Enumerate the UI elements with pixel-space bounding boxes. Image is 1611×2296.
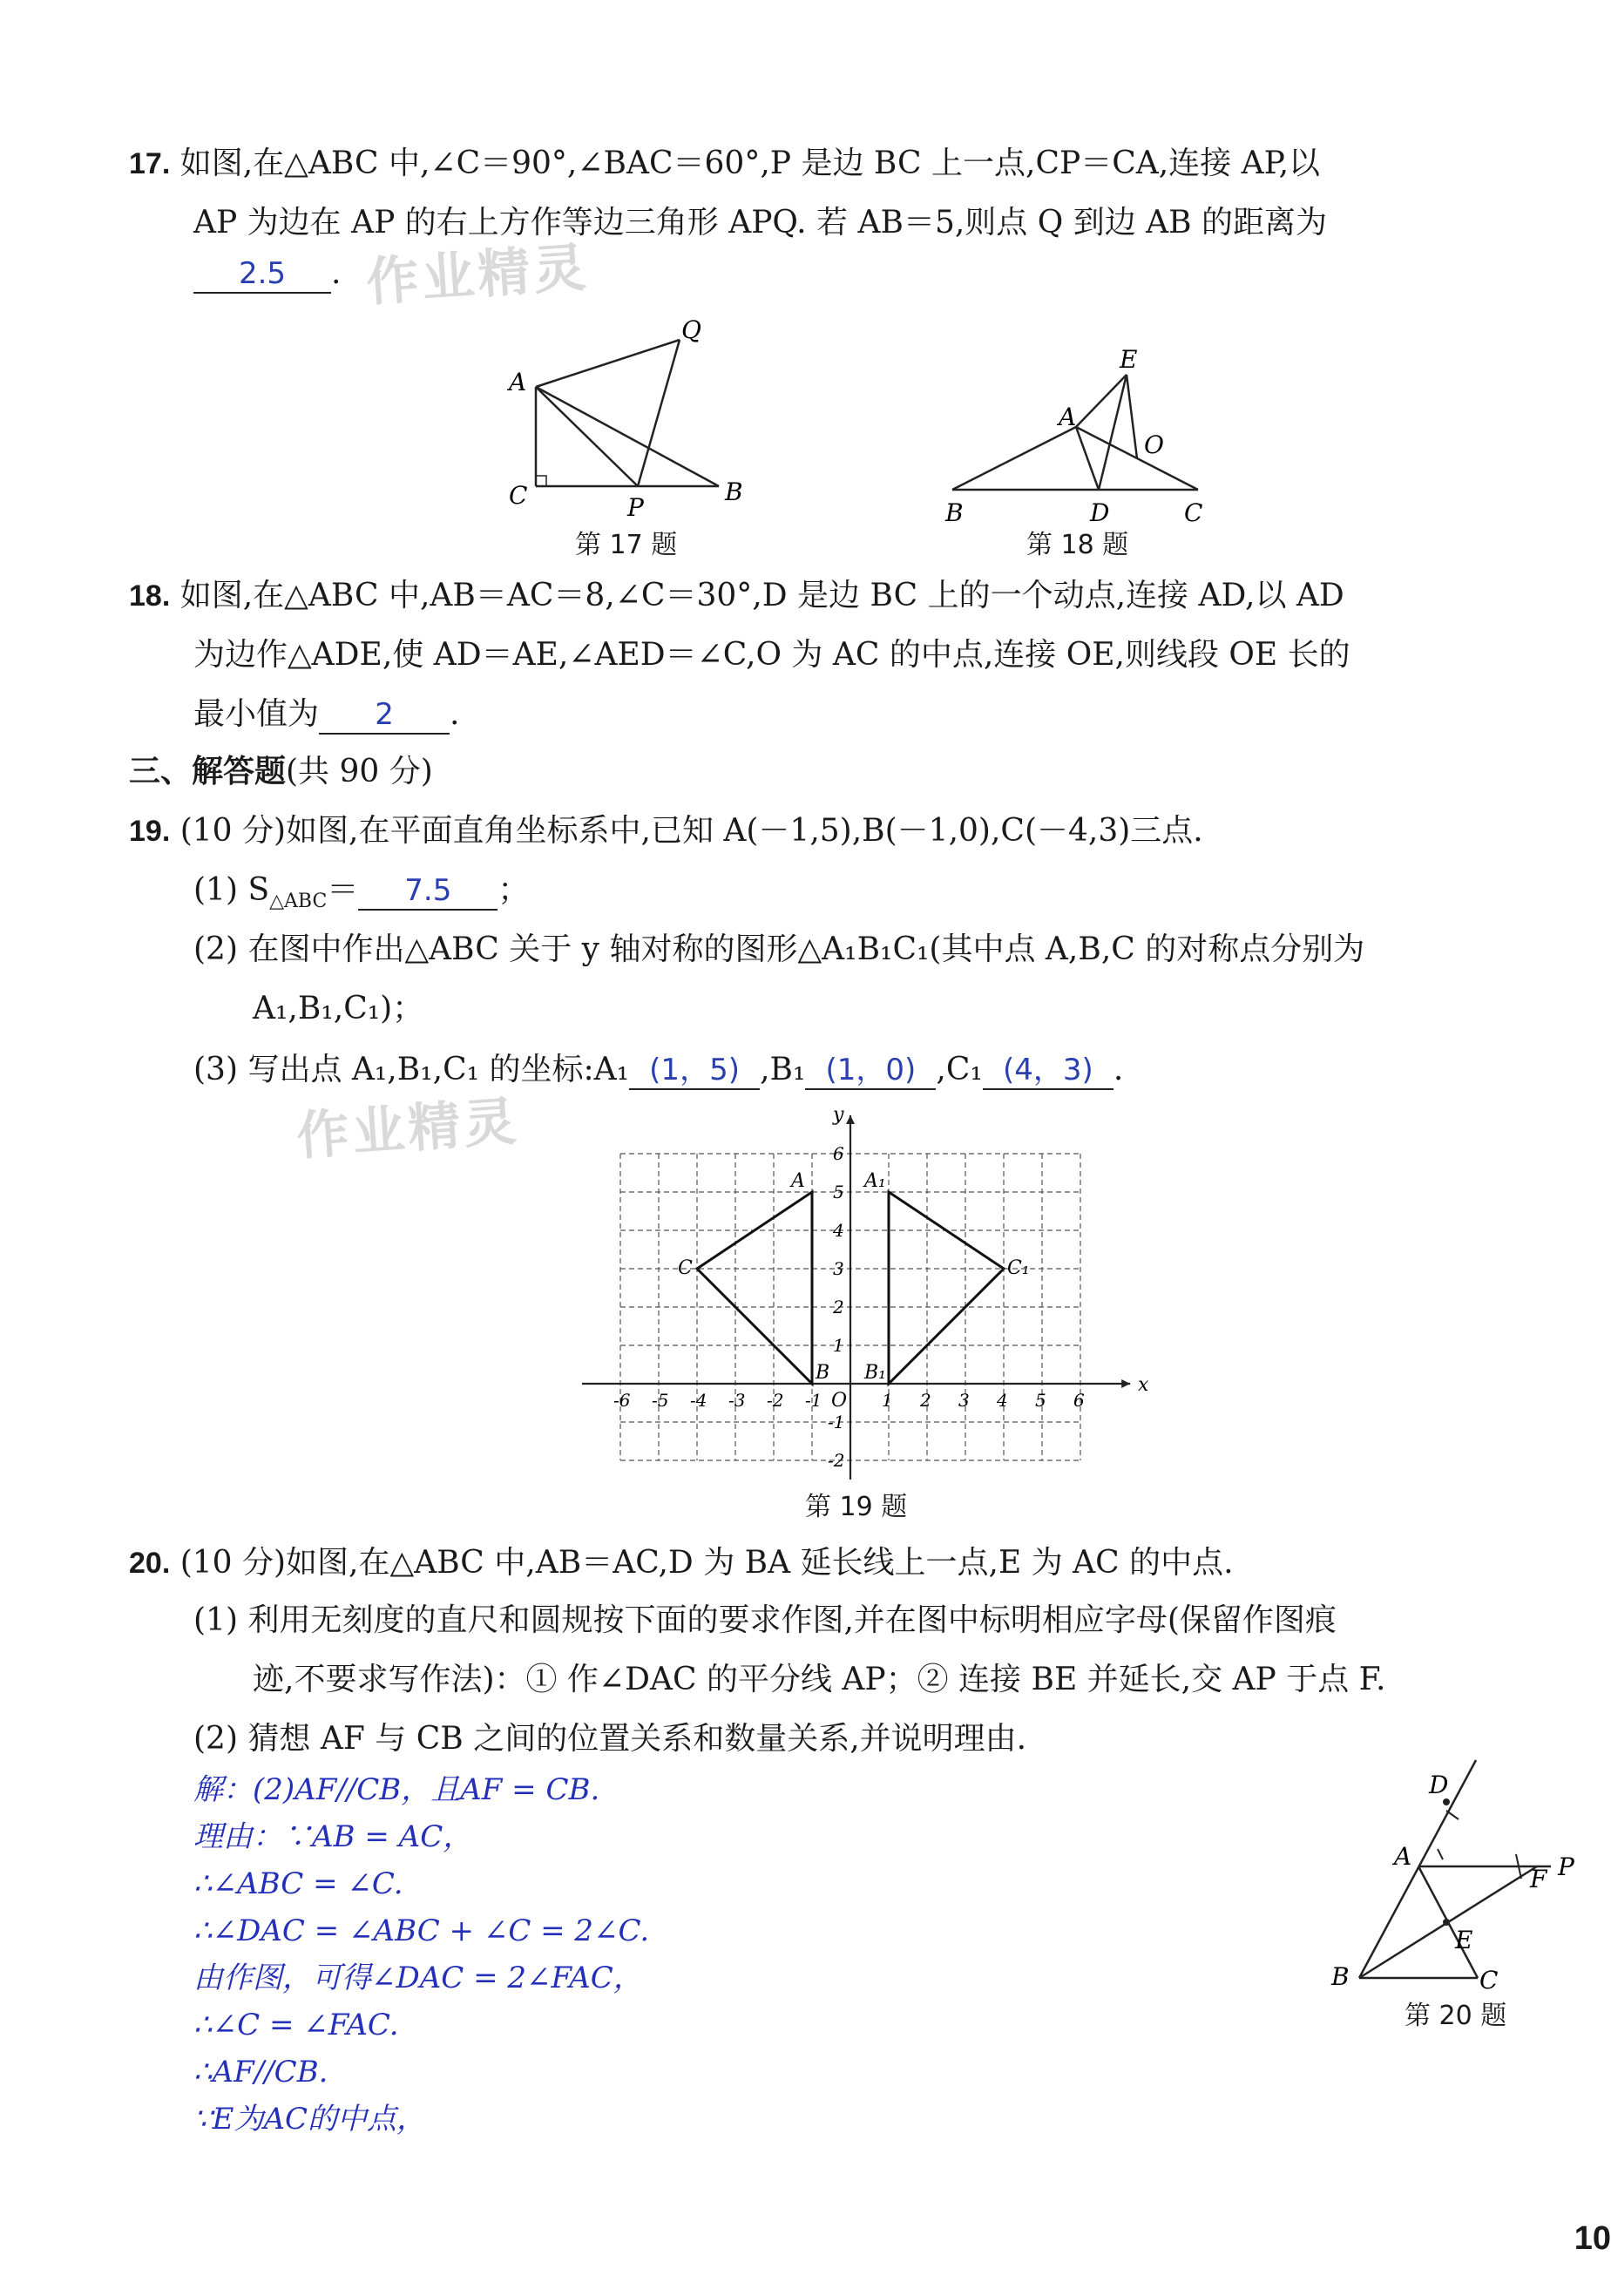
q19-p1-eq: ＝ — [327, 872, 359, 908]
x-tick-label: 4 — [997, 1390, 1008, 1411]
q19-p3-mid2: ,C₁ — [936, 1052, 983, 1087]
x-tick-label: -2 — [767, 1390, 784, 1411]
q18-label-o: O — [1144, 430, 1164, 459]
q19-p1-blank — [358, 874, 498, 911]
q19-part1 — [193, 870, 529, 923]
section3-heading — [129, 751, 433, 793]
q19-b1-answer: (1，0) — [825, 1053, 917, 1087]
right-angle-mark — [536, 476, 546, 486]
q18-label-c: C — [1184, 498, 1203, 523]
y-axis-arrow — [846, 1115, 855, 1124]
q19-p2-line1: (2) 在图中作出△ABC 关于 y 轴对称的图形△A₁B₁C₁(其中点 A,B,C 的对称点分别为 — [193, 931, 1365, 967]
q18-caption: 第 18 题 — [1026, 530, 1129, 560]
q19-a1-blank — [629, 1053, 760, 1090]
q20-label-b: B — [1331, 1962, 1350, 1991]
seg-eo — [1127, 375, 1137, 458]
q20-text-1: (10 分)如图,在△ABC 中,AB＝AC,D 为 BA 延长线上一点,E 为 AC 的中点. — [179, 1545, 1234, 1581]
section3-note: (共 90 分) — [286, 754, 433, 789]
q18-line3: 最小值为 2 . — [193, 694, 459, 735]
x-tick-label: -6 — [613, 1390, 631, 1411]
point-d — [1443, 1798, 1450, 1805]
x-axis-arrow — [1121, 1379, 1130, 1388]
q19-p3-mid1: ,B₁ — [760, 1052, 806, 1087]
seg-ap — [536, 387, 638, 486]
solution-line-1: 解：(2)AF//CB，且AF = CB. — [193, 1772, 600, 1807]
x-axis-label: x — [1138, 1374, 1149, 1396]
seg-ab — [536, 387, 719, 486]
point-label-a: A — [791, 1170, 805, 1192]
q19-number: 19. — [129, 815, 171, 848]
q18-answer: 2 — [375, 697, 394, 732]
y-tick-label: 6 — [833, 1143, 844, 1164]
q17-answer: 2.5 — [238, 256, 287, 291]
q17-caption: 第 17 题 — [575, 530, 678, 560]
solution-line-3: ∴∠ABC = ∠C. — [193, 1866, 403, 1901]
origin-label: O — [831, 1390, 848, 1412]
figure-17 — [497, 314, 758, 523]
q20-label-d: D — [1429, 1771, 1449, 1799]
q19-p1-prefix: (1) S — [193, 872, 270, 908]
q20-p1-line2: 迹,不要求写作法)：① 作∠DAC 的平分线 AP；② 连接 BE 并延长,交 AP 于点 F. — [253, 1662, 1386, 1697]
x-tick-label: 6 — [1073, 1390, 1085, 1411]
point-label-b1: B₁ — [864, 1362, 886, 1384]
point-label-b: B — [816, 1362, 830, 1384]
figure-20 — [1324, 1751, 1603, 2013]
q17-line1 — [129, 143, 1320, 185]
x-tick-label: 3 — [958, 1390, 970, 1411]
watermark-1: 作业精灵 — [364, 237, 592, 314]
q20-label-c: C — [1479, 1966, 1499, 1995]
solution-line-7: ∴AF//CB. — [193, 2055, 328, 2089]
triangle-abc — [697, 1192, 812, 1384]
q20-p2: (2) 猜想 AF 与 CB 之间的位置关系和数量关系,并说明理由. — [193, 1721, 1027, 1757]
q18-text-2: 为边作△ADE,使 AD＝AE,∠AED＝∠C,O 为 AC 的中点,连接 OE,则线段 OE 长的 — [193, 637, 1350, 673]
x-tick-label: -4 — [690, 1390, 707, 1411]
q18-answer-blank — [319, 698, 450, 735]
seg-ed — [1099, 375, 1127, 490]
q19-p1-sub: △ABC — [269, 891, 328, 913]
q17-label-q: Q — [681, 315, 701, 344]
q20-p1-line1: (1) 利用无刻度的直尺和圆规按下面的要求作图,并在图中标明相应字母(保留作图痕 — [193, 1602, 1337, 1638]
seg-aq — [536, 340, 680, 387]
arc-mark-d — [1446, 1811, 1459, 1819]
solution-line-2: 理由：∵AB = AC， — [193, 1819, 473, 1854]
q17-answer-line: 2.5 . — [193, 253, 341, 295]
q17-number: 17. — [129, 147, 171, 180]
y-tick-label: 1 — [833, 1335, 844, 1356]
q18-label-d: D — [1090, 498, 1110, 523]
solution-line-4: ∴∠DAC = ∠ABC + ∠C = 2∠C. — [193, 1913, 650, 1948]
q18-label-a: A — [1059, 403, 1077, 431]
q17-label-p: P — [627, 493, 644, 522]
q20-label-a: A — [1394, 1842, 1412, 1871]
q18-line1 — [129, 575, 1344, 617]
q20-label-e: E — [1455, 1926, 1473, 1954]
y-tick-label: -1 — [828, 1412, 845, 1432]
page-number: 10 — [1574, 2220, 1611, 2257]
x-tick-label: 5 — [1035, 1390, 1046, 1411]
y-tick-label: 2 — [833, 1297, 844, 1317]
y-tick-label: -2 — [828, 1450, 845, 1471]
q19-p1-answer: 7.5 — [404, 873, 452, 908]
q20-caption: 第 20 题 — [1405, 2001, 1507, 2031]
q17-answer-blank — [193, 257, 331, 294]
q17-label-a: A — [509, 368, 527, 396]
q17-label-b: B — [725, 477, 743, 506]
q18-text-1: 如图,在△ABC 中,AB＝AC＝8,∠C＝30°,D 是边 BC 上的一个动点,连接 AD,以 AD — [179, 578, 1344, 613]
q20-line1 — [129, 1542, 1234, 1584]
q18-text-3: 最小值为 — [193, 696, 320, 732]
watermark-2: 作业精灵 — [294, 1091, 522, 1168]
q17-text-2: AP 为边在 AP 的右上方作等边三角形 APQ. 若 AB＝5,则点 Q 到边 AB 的距离为 — [193, 205, 1328, 240]
q20-number: 20. — [129, 1547, 171, 1580]
q19-p3-prefix: (3) 写出点 A₁,B₁,C₁ 的坐标:A₁ — [193, 1052, 630, 1087]
solution-line-5: 由作图，可得∠DAC = 2∠FAC， — [193, 1961, 643, 1995]
y-tick-label: 4 — [833, 1220, 844, 1241]
solution-line-8: ∵E为AC的中点， — [193, 2102, 427, 2137]
x-tick-label: 1 — [882, 1390, 893, 1411]
q19-b1-blank — [805, 1053, 936, 1090]
x-tick-label: -1 — [805, 1390, 822, 1411]
q19-text-1: (10 分)如图,在平面直角坐标系中,已知 A(－1,5),B(－1,0),C(－4,3)三点. — [179, 813, 1203, 849]
figure-18 — [937, 340, 1224, 523]
q19-part3: (3) 写出点 A₁,B₁,C₁ 的坐标:A₁ (1，5) ,B₁ (1，0) ,C₁ (4，3) . — [193, 1049, 1123, 1091]
figure-19 — [566, 1107, 1159, 1490]
x-tick-label: -3 — [728, 1390, 746, 1411]
q20-label-p: P — [1558, 1852, 1574, 1881]
triangle-a1b1c1 — [889, 1192, 1004, 1384]
seg-ab — [952, 427, 1076, 490]
q19-p1-suffix: ； — [498, 872, 530, 908]
point-label-c: C — [678, 1257, 693, 1279]
y-tick-label: 5 — [833, 1182, 844, 1202]
point-e — [1443, 1919, 1450, 1926]
seg-qp — [638, 340, 680, 486]
q18-label-e: E — [1120, 345, 1138, 374]
q19-line1 — [129, 810, 1203, 852]
point-label-c1: C₁ — [1007, 1257, 1030, 1279]
x-tick-label: 2 — [920, 1390, 931, 1411]
solution-line-6: ∴∠C = ∠FAC. — [193, 2008, 399, 2042]
q18-label-b: B — [945, 498, 964, 523]
q18-number: 18. — [129, 579, 171, 613]
q19-c1-answer: (4，3) — [1002, 1053, 1093, 1087]
q20-label-f: F — [1530, 1865, 1547, 1893]
q19-caption: 第 19 题 — [805, 1492, 908, 1522]
q17-label-c: C — [509, 481, 528, 510]
y-tick-label: 3 — [833, 1258, 844, 1279]
q19-c1-blank — [983, 1053, 1113, 1090]
point-label-a1: A₁ — [864, 1170, 886, 1192]
arc-mark-a — [1438, 1849, 1443, 1859]
seg-ae — [1076, 375, 1127, 427]
q17-text-1: 如图,在△ABC 中,∠C＝90°,∠BAC＝60°,P 是边 BC 上一点,CP＝CA,连接 AP,以 — [179, 146, 1321, 181]
q19-a1-answer: (1，5) — [649, 1053, 740, 1087]
section3-title: 三、解答题 — [129, 754, 287, 789]
y-axis-label: y — [833, 1107, 844, 1126]
x-tick-label: -5 — [652, 1390, 669, 1411]
q19-p2-line2: A₁,B₁,C₁)； — [253, 991, 424, 1026]
